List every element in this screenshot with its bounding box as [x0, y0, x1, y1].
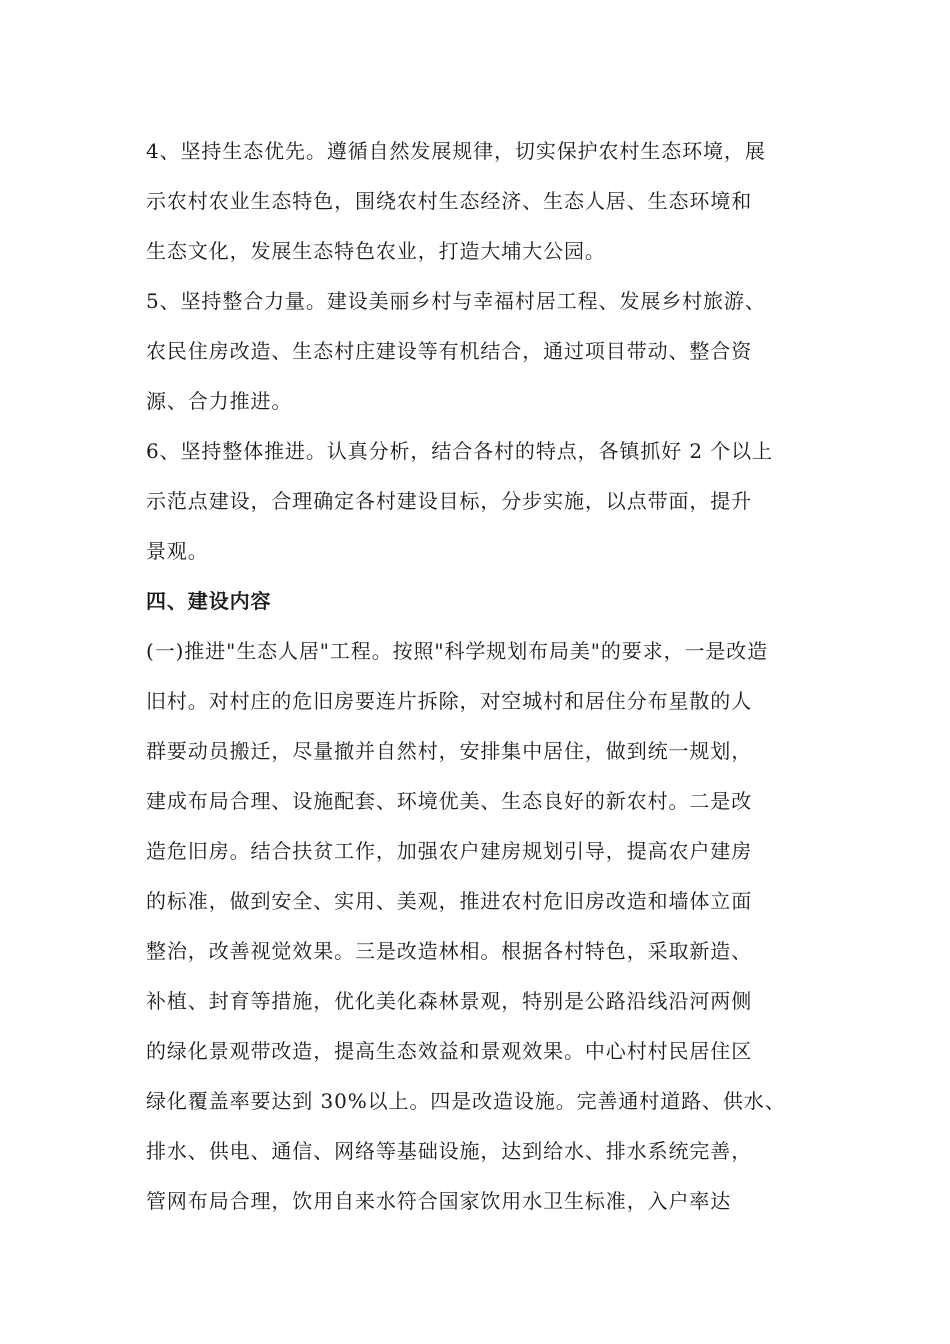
paragraph-line: 整治，改善视觉效果。三是改造林相。根据各村特色，采取新造、: [146, 939, 753, 963]
paragraph-line: 建成布局合理、设施配套、环境优美、生态良好的新农村。二是改: [146, 789, 753, 813]
paragraph-line: 群要动员搬迁，尽量撤并自然村，安排集中居住，做到统一规划，: [146, 739, 753, 763]
paragraph-line: 补植、封育等措施，优化美化森林景观，特别是公路沿线沿河两侧: [146, 989, 753, 1013]
paragraph-line: 农民住房改造、生态村庄建设等有机结合，通过项目带动、整合资: [146, 339, 753, 363]
paragraph-line: 源、合力推进。: [146, 389, 293, 413]
section-heading: 四、建设内容: [146, 589, 272, 613]
paragraph-line: 管网布局合理，饮用自来水符合国家饮用水卫生标准，入户率达: [146, 1189, 732, 1213]
paragraph-line: 的绿化景观带改造，提高生态效益和景观效果。中心村村民居住区: [146, 1039, 753, 1063]
paragraph-line: 排水、供电、通信、网络等基础设施，达到给水、排水系统完善，: [146, 1139, 753, 1163]
paragraph-line: 示范点建设，合理确定各村建设目标，分步实施，以点带面，提升: [146, 489, 753, 513]
paragraph-line: 5、坚持整合力量。建设美丽乡村与幸福村居工程、发展乡村旅游、: [146, 289, 766, 313]
paragraph-line: 的标准，做到安全、实用、美观，推进农村危旧房改造和墙体立面: [146, 889, 753, 913]
paragraph-line: 造危旧房。结合扶贫工作，加强农户建房规划引导，提高农户建房: [146, 839, 753, 863]
paragraph-line: (一)推进"生态人居"工程。按照"科学规划布局美"的要求，一是改造: [146, 639, 769, 663]
paragraph-line: 4、坚持生态优先。遵循自然发展规律，切实保护农村生态环境，展: [146, 139, 766, 163]
paragraph-line: 6、坚持整体推进。认真分析，结合各村的特点，各镇抓好 2 个以上: [146, 439, 773, 463]
paragraph-line: 景观。: [146, 539, 209, 563]
paragraph-line: 绿化覆盖率要达到 30%以上。四是改造设施。完善通村道路、供水、: [146, 1089, 786, 1113]
paragraph-line: 示农村农业生态特色，围绕农村生态经济、生态人居、生态环境和: [146, 189, 753, 213]
paragraph-line: 生态文化，发展生态特色农业，打造大埔大公园。: [146, 239, 606, 263]
document-page: [146, 126, 806, 1226]
paragraph-line: 旧村。对村庄的危旧房要连片拆除，对空城村和居住分布星散的人: [146, 689, 753, 713]
